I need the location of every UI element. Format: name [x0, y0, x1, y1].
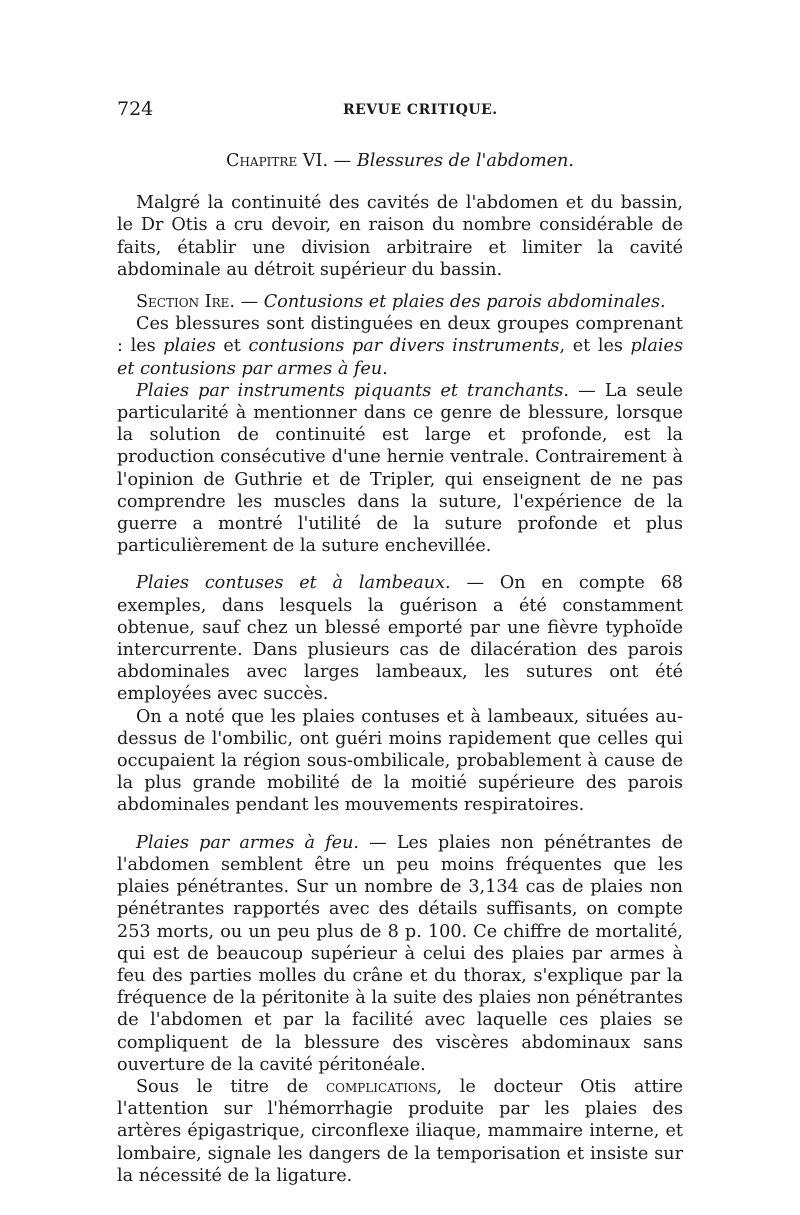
section-label: Section Ire.	[136, 292, 236, 313]
chapter-label: Chapitre VI.	[226, 151, 329, 171]
paragraph-head: Plaies contuses et à lambeaux.	[136, 573, 451, 594]
page-number: 724	[117, 98, 154, 120]
paragraph-armes	[117, 832, 683, 1076]
section-title: Contusions et plaies des parois abdominales.	[263, 292, 666, 313]
italic-run: contusions par divers instruments	[248, 336, 560, 357]
chapter-dash: —	[328, 151, 357, 171]
text-run: , et les	[559, 336, 631, 357]
italic-run: plaies	[163, 336, 216, 357]
paragraph-contuses	[117, 572, 683, 705]
paragraph-piquants	[117, 380, 683, 558]
italic-run: plaies et contusions par armes à feu	[117, 336, 683, 379]
page-body	[117, 150, 683, 1187]
paragraph-ombilic: On a noté que les plaies contuses et à lambeaux, situées au-dessus de l'ombilic, ont guéri moins rapidement que celles qui occupaient la région sous-ombilicale, probablement à cause de la plus grande mobilité de la moitié supérieure des parois abdominales pendant les mouvements respiratoires.	[117, 706, 683, 816]
paragraph-text: — La seule particularité à mentionner dans ce genre de blessure, lorsque la solution de continuité est large et profonde, est la production consécutive d'une hernie ventrale. Contrairement à l'opinion de Guthrie et de Tripler, qui enseignent de ne pas comprendre les muscles dans la suture, l'expérience de la guerre a montré l'utilité de la suture profonde et plus particulièrement de la suture enchevillée.	[117, 380, 683, 557]
paragraph-groups	[117, 313, 683, 380]
section-heading	[117, 291, 683, 313]
text-run: et	[215, 336, 249, 357]
text-run: Sous le titre de	[136, 1076, 326, 1097]
text-run: .	[382, 358, 388, 379]
chapter-heading	[117, 150, 683, 172]
chapter-title: Blessures de l'abdomen.	[356, 151, 574, 171]
paragraph-head: Plaies par armes à feu.	[136, 832, 359, 853]
text-run: Ces blessures sont distinguées en deux groupes comprenant : les	[117, 314, 683, 357]
smallcaps-run: complications	[325, 1076, 437, 1097]
intro-paragraph: Malgré la continuité des cavités de l'abdomen et du bassin, le Dr Otis a cru devoir, en raison du nombre considérable de faits, établir une division arbitraire et limiter la cavité abdominale au détroit supérieur du bassin.	[117, 193, 683, 280]
page-header	[117, 98, 687, 128]
paragraph-head: Plaies par instruments piquants et tranchants.	[136, 380, 570, 401]
text-run: , le docteur Otis attire l'attention sur l'hémorrhagie produite par les plaies des artères épigastrique, circonflexe iliaque, mammaire interne, et lombaire, signale les dangers de la temporisation et insiste sur la nécessité de la ligature.	[117, 1076, 683, 1186]
running-title: REVUE CRITIQUE.	[343, 102, 498, 118]
paragraph-text: — Les plaies non pénétrantes de l'abdomen semblent être un peu moins fréquentes que les plaies pénétrantes. Sur un nombre de 3,134 cas de plaies non pénétrantes rapportés avec des détails suffisants, on compte 253 morts, ou un peu plus de 8 p. 100. Ce chiffre de mortalité, qui est de beaucoup supérieur à celui des plaies par armes à feu des parties molles du crâne et du thorax, s'explique par la fréquence de la péritonite à la suite des plaies non pénétrantes de l'abdomen et par la facilité avec laquelle ces plaies se compliquent de la blessure des viscères abdominaux sans ouverture de la cavité péritonéale.	[117, 832, 683, 1075]
paragraph-complications	[117, 1076, 683, 1187]
section-dash: —	[235, 292, 264, 313]
paragraph-text: — On en compte 68 exemples, dans lesquels la guérison a été constamment obtenue, sauf chez un blessé emporté par une fièvre typhoïde intercurrente. Dans plusieurs cas de dilacération des parois abdominales avec larges lambeaux, les sutures ont été employées avec succès.	[117, 573, 683, 705]
